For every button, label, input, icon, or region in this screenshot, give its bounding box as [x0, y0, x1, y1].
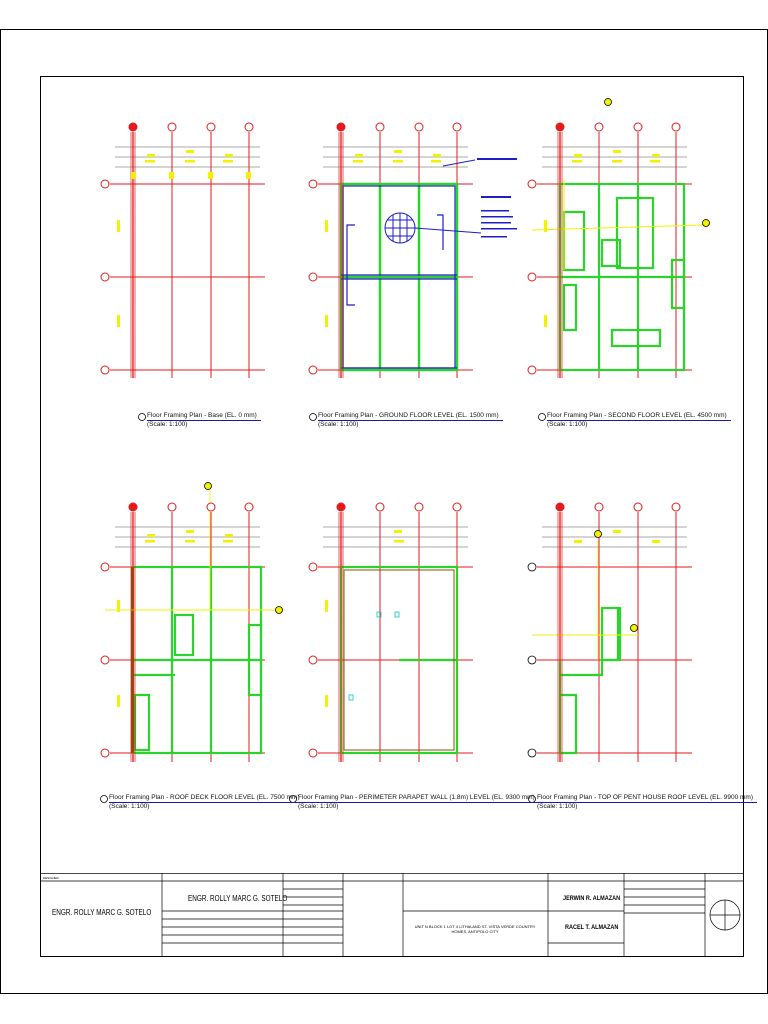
plan-second-floor: [528, 99, 710, 379]
plan-ground-floor: [309, 123, 517, 378]
plan-roof-deck: [101, 483, 283, 763]
caption-scale: (Scale: 1:100): [318, 421, 359, 428]
project-location: UNIT N BLOCK 1 LOT 4 LITHIA AND ST. VISTA VERDE COUNTRY HOMES, ANTIPOLO CITY: [414, 924, 536, 934]
caption-scale: (Scale: 1:100): [109, 803, 150, 810]
owner-name-1: JERWIN R. ALMAZAN: [563, 895, 621, 902]
sheet-border: [1, 30, 768, 994]
caption-title: Floor Framing Plan - Base (EL. 0 mm): [147, 412, 261, 421]
caption-title: Floor Framing Plan - ROOF DECK FLOOR LEVEL (EL. 7500 mm): [109, 794, 303, 803]
caption-scale: (Scale: 1:100): [298, 803, 339, 810]
plan-penthouse-roof: [528, 503, 692, 762]
plan-parapet: [309, 503, 473, 762]
designer-label: DESIGNER: [43, 876, 59, 880]
caption-parapet: [298, 794, 539, 811]
caption-ground-floor: [318, 412, 503, 429]
caption-scale: (Scale: 1:100): [147, 421, 188, 428]
plan-base: [101, 123, 265, 378]
caption-second-floor: [547, 412, 731, 429]
caption-title: Floor Framing Plan - GROUND FLOOR LEVEL (EL. 1500 mm): [318, 412, 503, 421]
owner-name-2: RACEL T. ALMAZAN: [565, 924, 619, 931]
caption-scale: (Scale: 1:100): [547, 421, 588, 428]
caption-title: Floor Framing Plan - PERIMETER PARAPET WALL (1.8m) LEVEL (EL. 9300 mm): [298, 794, 539, 803]
caption-roof-deck: [109, 794, 303, 811]
engineer-name: ENGR. ROLLY MARC G. SOTELO: [188, 894, 288, 903]
caption-penthouse-roof: [537, 794, 757, 811]
caption-title: Floor Framing Plan - SECOND FLOOR LEVEL (EL. 4500 mm): [547, 412, 731, 421]
caption-base: [147, 412, 261, 429]
caption-title: Floor Framing Plan - TOP OF PENT HOUSE ROOF LEVEL (EL. 9900 mm): [537, 794, 757, 803]
designer-name: ENGR. ROLLY MARC G. SOTELO: [52, 908, 152, 917]
caption-scale: (Scale: 1:100): [537, 803, 578, 810]
